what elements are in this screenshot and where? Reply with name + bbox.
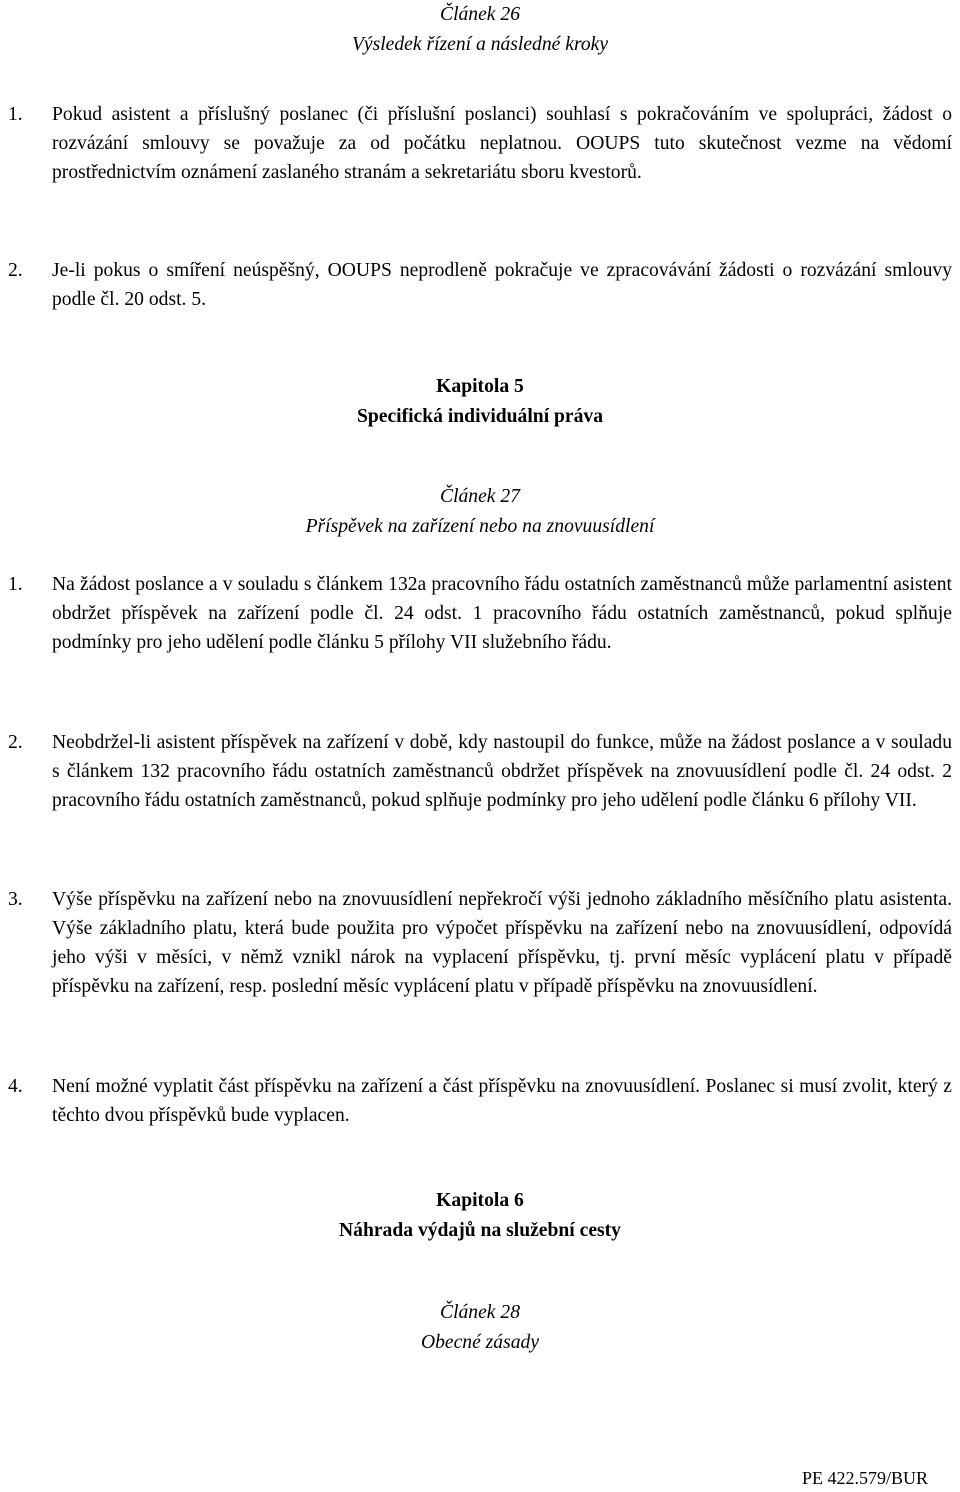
article-27-paragraph-4 [8,1072,952,1130]
chapter-5-title: Specifická individuální práva [356,406,604,427]
paragraph-text: Neobdržel-li asistent příspěvek na zařízení v době, kdy nastoupil do funkce, může na žádost poslance a v souladu s článkem 132 pracovního řádu ostatních zaměstnanců obdržet příspěvek na znovuusídlení podle čl. 24 odst. 2 pracovního řádu ostatních zaměstnanců, pokud splňuje podmínky pro jeho udělení podle článku 6 přílohy VII. [52,732,952,811]
article-26-paragraph-1 [8,100,952,187]
chapter-6-heading [0,1186,960,1246]
article-26-label: Článek 26 [440,4,520,25]
article-28-title: Obecné zásady [420,1332,540,1353]
paragraph-text: Je-li pokus o smíření neúspěšný, OOUPS neprodleně pokračuje ve zpracovávání žádosti o rozvázání smlouvy podle čl. 20 odst. 5. [52,260,952,310]
chapter-5-label: Kapitola 5 [436,376,524,397]
chapter-6-title: Náhrada výdajů na služební cesty [339,1220,621,1241]
paragraph-number: 2. [8,732,23,753]
article-26-title: Výsledek řízení a následné kroky [351,34,609,55]
article-27-paragraph-3 [8,885,952,1001]
article-26-paragraph-2 [8,256,952,314]
paragraph-text: Na žádost poslance a v souladu s článkem 132a pracovního řádu ostatních zaměstnanců může parlamentní asistent obdržet příspěvek na zařízení podle čl. 24 odst. 1 pracovního řádu ostatních zaměstnanců, pokud splňuje podmínky pro jeho udělení podle článku 5 přílohy VII služebního řádu. [52,574,952,653]
article-27-label: Článek 27 [440,486,520,507]
article-27-title: Příspěvek na zařízení nebo na znovuusídlení [305,516,655,537]
paragraph-number: 3. [8,889,23,910]
chapter-5-heading [0,372,960,432]
paragraph-text: Není možné vyplatit část příspěvku na zařízení a část příspěvku na znovuusídlení. Poslanec si musí zvolit, který z těchto dvou příspěvků bude vyplacen. [52,1076,952,1126]
paragraph-number: 4. [8,1076,23,1097]
paragraph-number: 1. [8,574,23,595]
paragraph-text: Výše příspěvku na zařízení nebo na znovuusídlení nepřekročí výši jednoho základního měsíčního platu asistenta. Výše základního platu, která bude použita pro výpočet příspěvku na zařízení nebo na znovuusídlení, odpovídá jeho výši v měsíci, v němž vznikl nárok na vyplacení příspěvku, tj. první měsíc vyplácení platu v případě příspěvku na zařízení, resp. poslední měsíc vyplácení platu v případě příspěvku na znovuusídlení. [52,889,952,997]
document-reference: PE 422.579/BUR [801,1468,928,1488]
paragraph-number: 1. [8,104,23,125]
paragraph-text: Pokud asistent a příslušný poslanec (či příslušní poslanci) souhlasí s pokračováním ve spolupráci, žádost o rozvázání smlouvy se považuje za od počátku neplatnou. OOUPS tuto skutečnost vezme na vědomí prostřednictvím oznámení zaslaného stranám a sekretariátu sboru kvestorů. [52,104,952,183]
article-27-heading [0,482,960,542]
article-28-label: Článek 28 [440,1302,520,1323]
article-26-heading [0,0,960,60]
chapter-6-label: Kapitola 6 [436,1190,524,1211]
paragraph-number: 2. [8,260,23,281]
article-27-paragraph-2 [8,728,952,815]
article-27-paragraph-1 [8,570,952,657]
article-28-heading [0,1298,960,1358]
